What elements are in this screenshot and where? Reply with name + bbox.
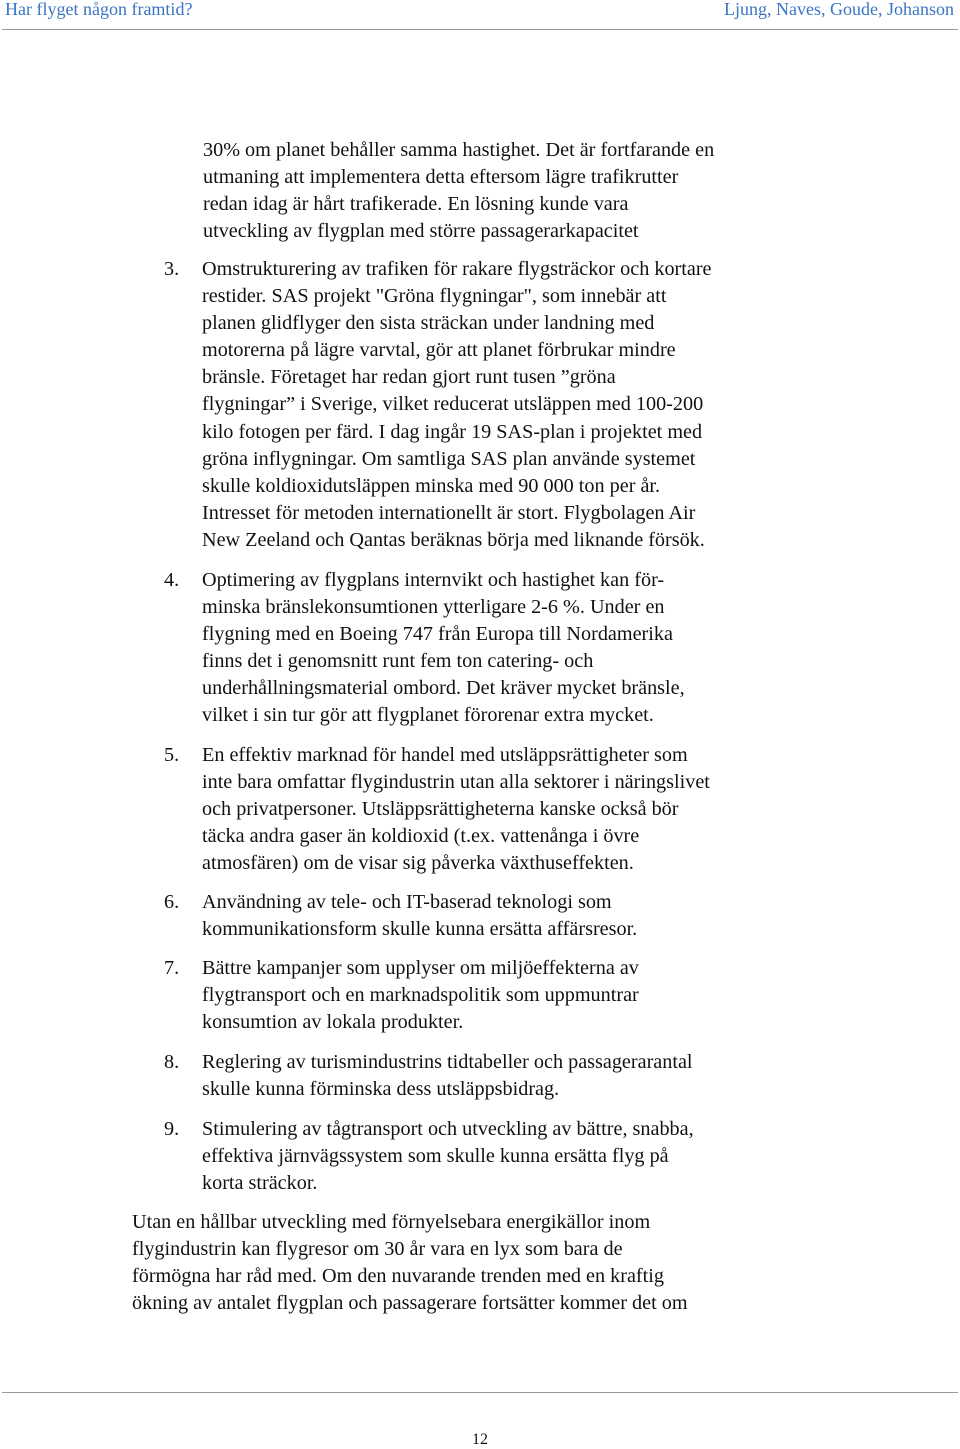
header-divider	[2, 29, 958, 30]
text-line: kilo fotogen per färd. I dag ingår 19 SAS-plan i projektet med	[202, 420, 703, 443]
text-line: New Zeeland och Qantas beräknas börja med liknande försök.	[202, 528, 705, 551]
text-line: underhållningsmaterial ombord. Det kräver mycket bränsle,	[202, 677, 685, 700]
text-line: bränsle. Företaget har redan gjort runt tusen ”gröna	[202, 366, 616, 389]
list-item-text	[202, 742, 952, 877]
text-line: täcka andra gaser än koldioxid (t.ex. vattenånga i övre	[202, 825, 640, 848]
list-item-number: 8.	[164, 1051, 180, 1073]
list-item-number: 3.	[164, 258, 180, 280]
text-line: utveckling av flygplan med större passagerarkapacitet	[203, 220, 639, 243]
continuation-paragraph	[203, 137, 953, 245]
list-item-text	[202, 256, 952, 554]
list-item-text	[202, 955, 952, 1036]
text-line: Stimulering av tågtransport och utveckling av bättre, snabba,	[202, 1118, 694, 1140]
text-line: motorerna på lägre varvtal, gör att planet förbrukar mindre	[202, 339, 676, 362]
list-item-number: 9.	[164, 1118, 180, 1140]
text-line: gröna inflygningar. Om samtliga SAS plan använde systemet	[202, 447, 696, 470]
text-line: utmaning att implementera detta eftersom lägre trafikrutter	[203, 166, 679, 189]
text-line: Bättre kampanjer som upplyser om miljöeffekterna av	[202, 957, 639, 979]
text-line: flygtransport och en marknadspolitik som uppmuntrar	[202, 984, 639, 1007]
text-line: planen glidflyger den sista sträckan under landning med	[202, 312, 655, 335]
list-item-text	[202, 1049, 952, 1103]
list-item-text	[202, 1116, 952, 1197]
text-line: atmosfären) om de visar sig påverka växthuseffekten.	[202, 852, 634, 875]
text-line: redan idag är hårt trafikerade. En lösning kunde vara	[203, 193, 629, 216]
list-item-text	[202, 567, 952, 730]
list-item-number: 5.	[164, 744, 180, 766]
list-item-number: 6.	[164, 891, 180, 913]
list-item-text	[202, 889, 952, 943]
text-line: ökning av antalet flygplan och passagerare fortsätter kommer det om	[132, 1292, 688, 1315]
text-line: Utan en hållbar utveckling med förnyelsebara energikällor inom	[132, 1211, 651, 1233]
text-line: minska bränslekonsumtionen ytterligare 2-6 %. Under en	[202, 596, 665, 619]
text-line: korta sträckor.	[202, 1172, 318, 1195]
text-line: finns det i genomsnitt runt fem ton catering- och	[202, 650, 594, 673]
text-line: konsumtion av lokala produkter.	[202, 1011, 464, 1034]
text-line: inte bara omfattar flygindustrin utan alla sektorer i näringslivet	[202, 771, 710, 794]
text-line: Omstrukturering av trafiken för rakare flygsträckor och kortare	[202, 258, 712, 280]
text-line: förmögna har råd med. Om den nuvarande trenden med en kraftig	[132, 1265, 664, 1288]
running-header-title: Har flyget någon framtid?	[5, 0, 193, 19]
list-item-number: 4.	[164, 569, 180, 591]
text-line: Användning av tele- och IT-baserad teknologi som	[202, 891, 612, 913]
text-line: Intresset för metoden internationellt är stort. Flygbolagen Air	[202, 501, 696, 524]
footer-divider	[2, 1392, 958, 1393]
text-line: skulle koldioxidutsläppen minska med 90 000 ton per år.	[202, 474, 661, 497]
text-line: och privatpersoner. Utsläppsrättigheterna kanske också bör	[202, 798, 679, 821]
text-line: skulle kunna förminska dess utsläppsbidrag.	[202, 1078, 560, 1101]
text-line: En effektiv marknad för handel med utsläppsrättigheter som	[202, 744, 688, 766]
running-header-authors: Ljung, Naves, Goude, Johanson	[724, 0, 954, 19]
text-line: vilket i sin tur gör att flygplanet förorenar extra mycket.	[202, 704, 654, 727]
closing-paragraph	[132, 1209, 952, 1317]
page-number: 12	[472, 1431, 488, 1448]
text-line: Optimering av flygplans internvikt och hastighet kan för-	[202, 569, 665, 591]
text-line: restider. SAS projekt "Gröna flygningar", som innebär att	[202, 285, 667, 308]
text-line: flygning med en Boeing 747 från Europa till Nordamerika	[202, 623, 673, 646]
text-line: kommunikationsform skulle kunna ersätta affärsresor.	[202, 918, 638, 941]
text-line: Reglering av turismindustrins tidtabeller och passagerarantal	[202, 1051, 693, 1073]
text-line: flygningar” i Sverige, vilket reducerat utsläppen med 100-200	[202, 393, 704, 416]
text-line: effektiva järnvägssystem som skulle kunna ersätta flyg på	[202, 1145, 669, 1168]
text-line: 30% om planet behåller samma hastighet. Det är fortfarande en	[203, 139, 715, 161]
list-item-number: 7.	[164, 957, 180, 979]
text-line: flygindustrin kan flygresor om 30 år vara en lyx som bara de	[132, 1238, 623, 1261]
